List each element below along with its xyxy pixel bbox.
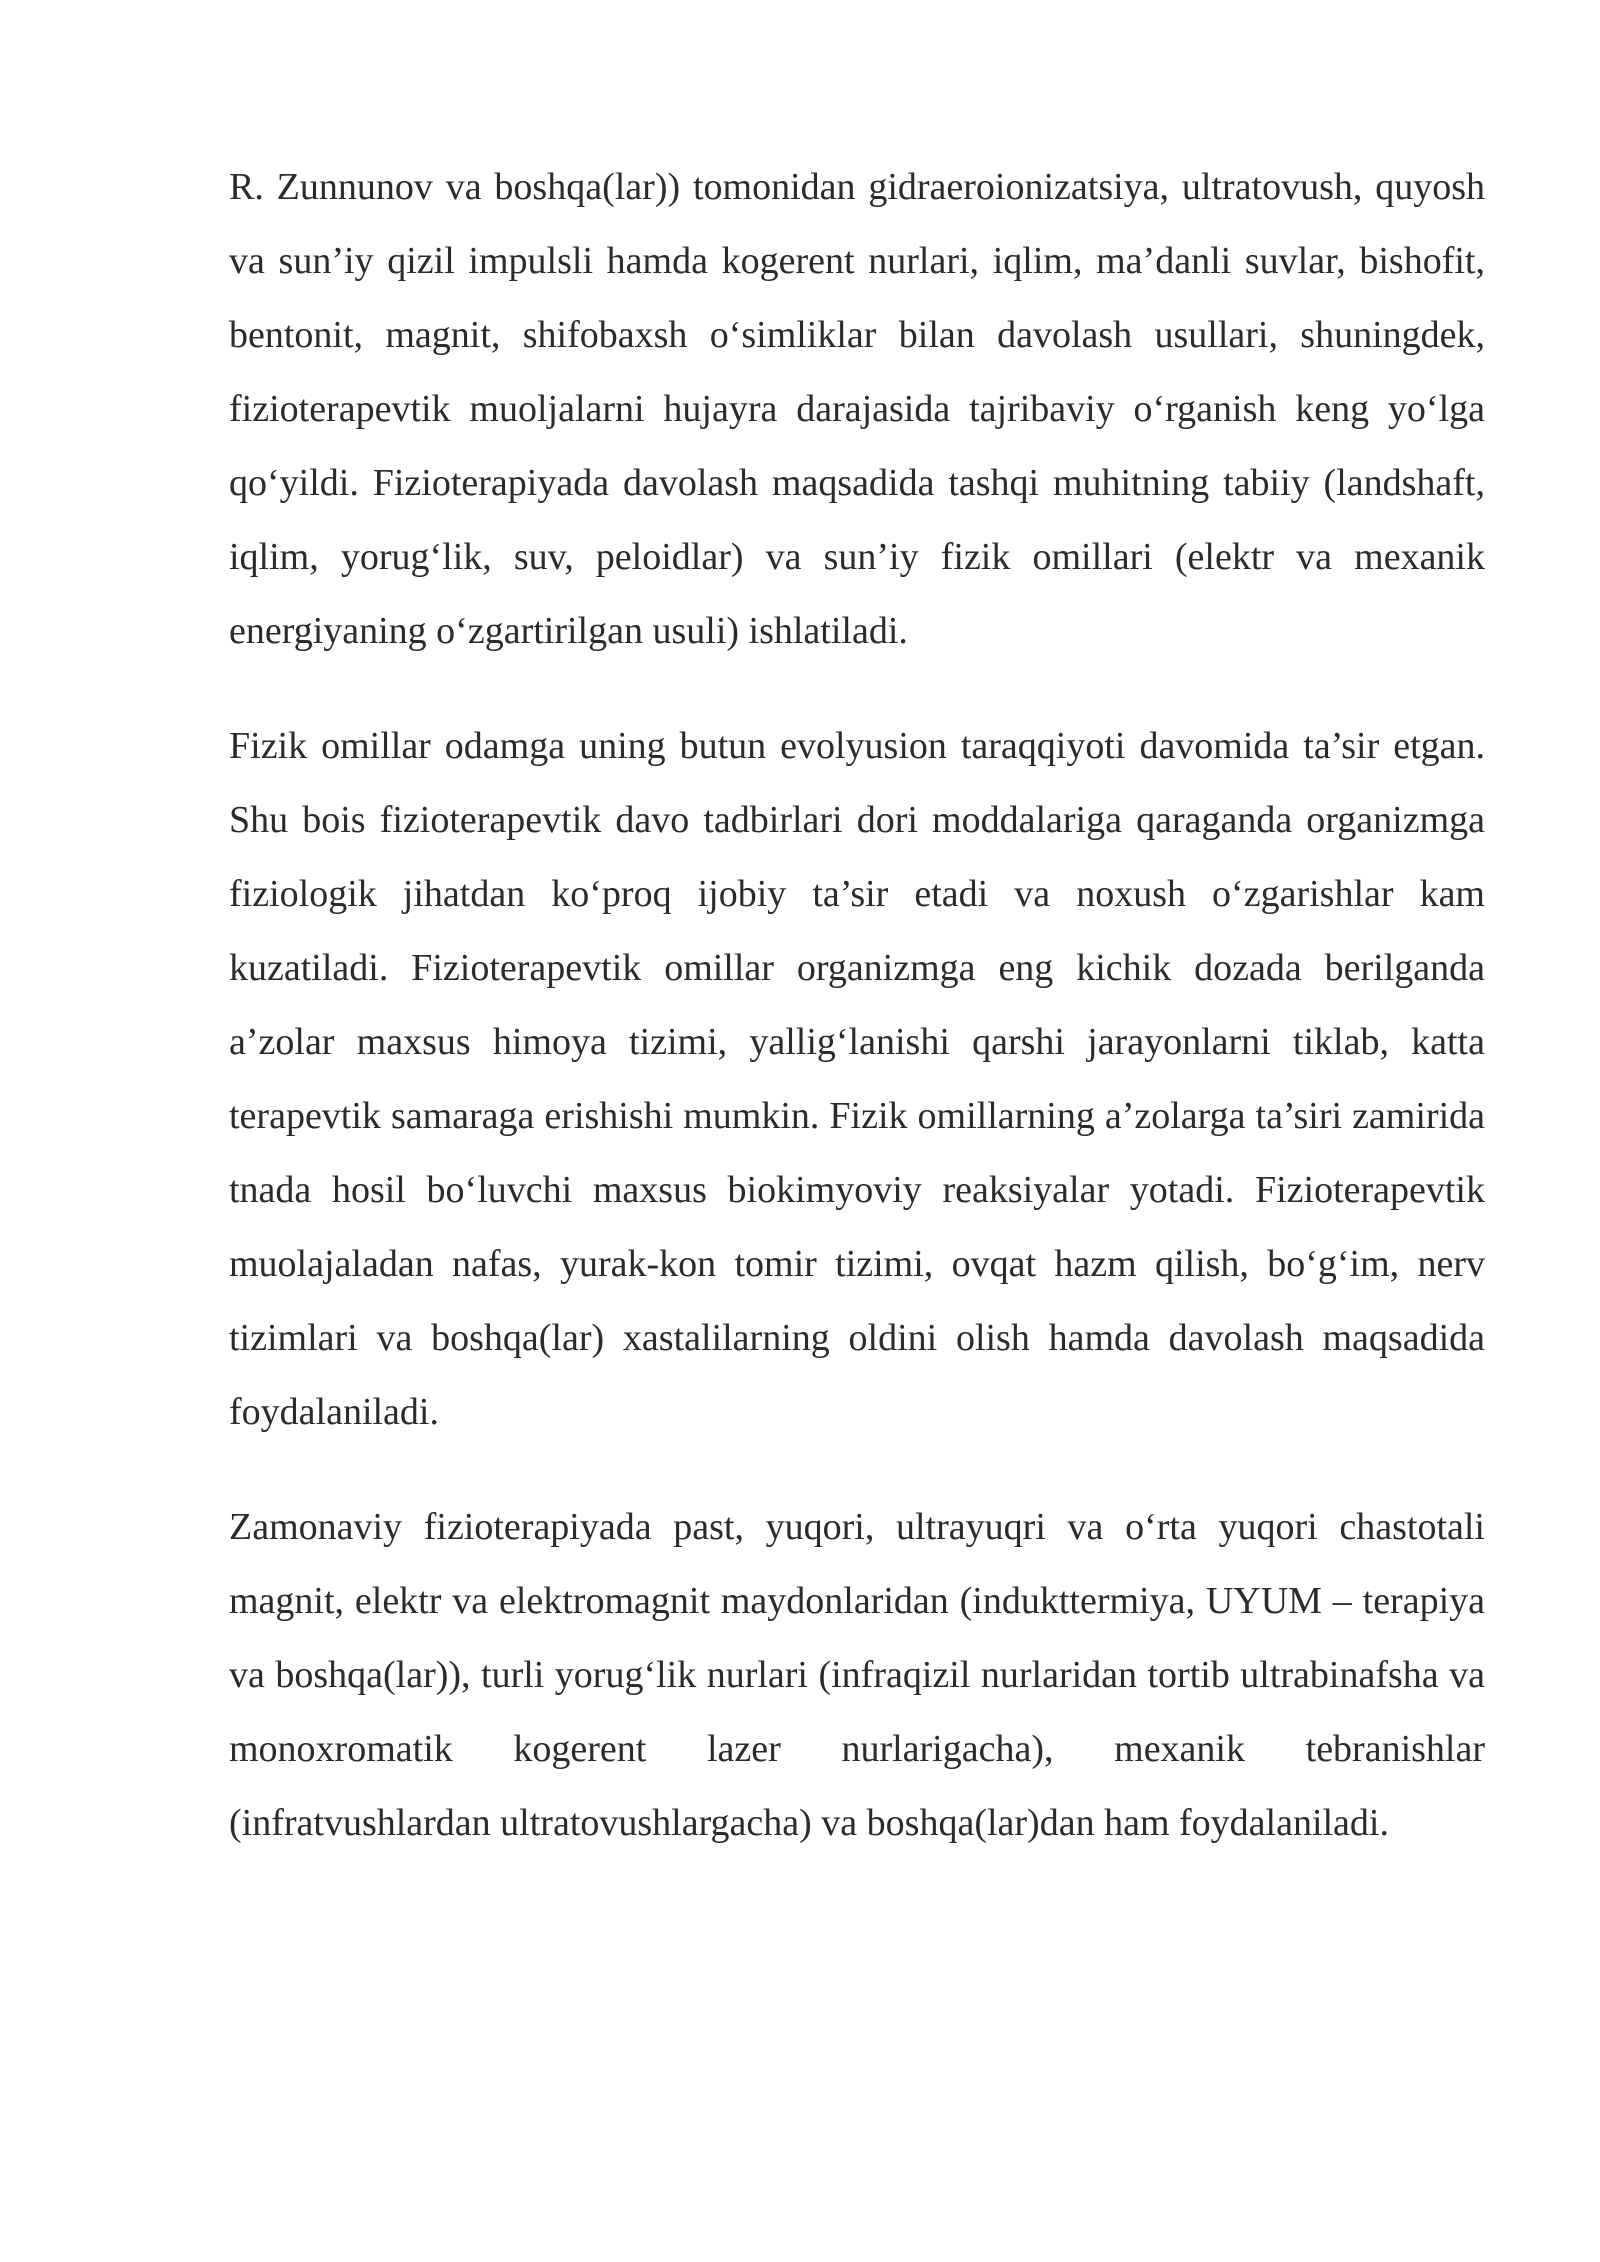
paragraph-1: R. Zunnunov va boshqa(lar)) tomonidan gidraeroionizatsiya, ultratovush, quyosh va sun’iy qizil impulsli hamda kogerent nurlari, iqlim, ma’danli suvlar, bishofit, bentonit, magnit, shifobaxsh o‘simliklar bilan davolash usullari, shuningdek, fizioterapevtik muoljalarni hujayra darajasida tajribaviy o‘rganish keng yo‘lga qo‘yildi. Fizioterapiyada davolash maqsadida tashqi muhitning tabiiy (landshaft, iqlim, yorug‘lik, suv, peloidlar) va sun’iy fizik omillari (elektr va mexanik energiyaning o‘zgartirilgan usuli) ishlatiladi. (229, 166, 1485, 652)
paragraph-2: Fizik omillar odamga uning butun evolyusion taraqqiyoti davomida ta’sir etgan. Shu bois fizioterapevtik davo tadbirlari dori moddalariga qaraganda organizmga fiziologik jihatdan ko‘proq ijobiy ta’sir etadi va noxush o‘zgarishlar kam kuzatiladi. Fizioterapevtik omillar organizmga eng kichik dozada berilganda a’zolar maxsus himoya tizimi, yallig‘lanishi qarshi jarayonlarni tiklab, katta terapevtik samaraga erishishi mumkin. Fizik omillarning a’zolarga ta’siri zamirida tnada hosil bo‘luvchi maxsus biokimyoviy reaksiyalar yotadi. Fizioterapevtik muolajaladan nafas, yurak-kon tomir tizimi, ovqat hazm qilish, bo‘g‘im, nerv tizimlari va boshqa(lar) xastalilarning oldini olish hamda davolash maqsadida foydalaniladi. (229, 725, 1485, 1433)
document-body (229, 150, 1485, 1860)
paragraph-3: Zamonaviy fizioterapiyada past, yuqori, ultrayuqri va o‘rta yuqori chastotali magnit, elektr va elektromagnit maydonlaridan (indukttermiya, UYUM – terapiya va boshqa(lar)), turli yorug‘lik nurlari (infraqizil nurlaridan tortib ultrabinafsha va monoxromatik kogerent lazer nurlarigacha), mexanik tebranishlar (infratvushlardan ultratovushlargacha) va boshqa(lar)dan ham foydalaniladi. (229, 1506, 1485, 1844)
